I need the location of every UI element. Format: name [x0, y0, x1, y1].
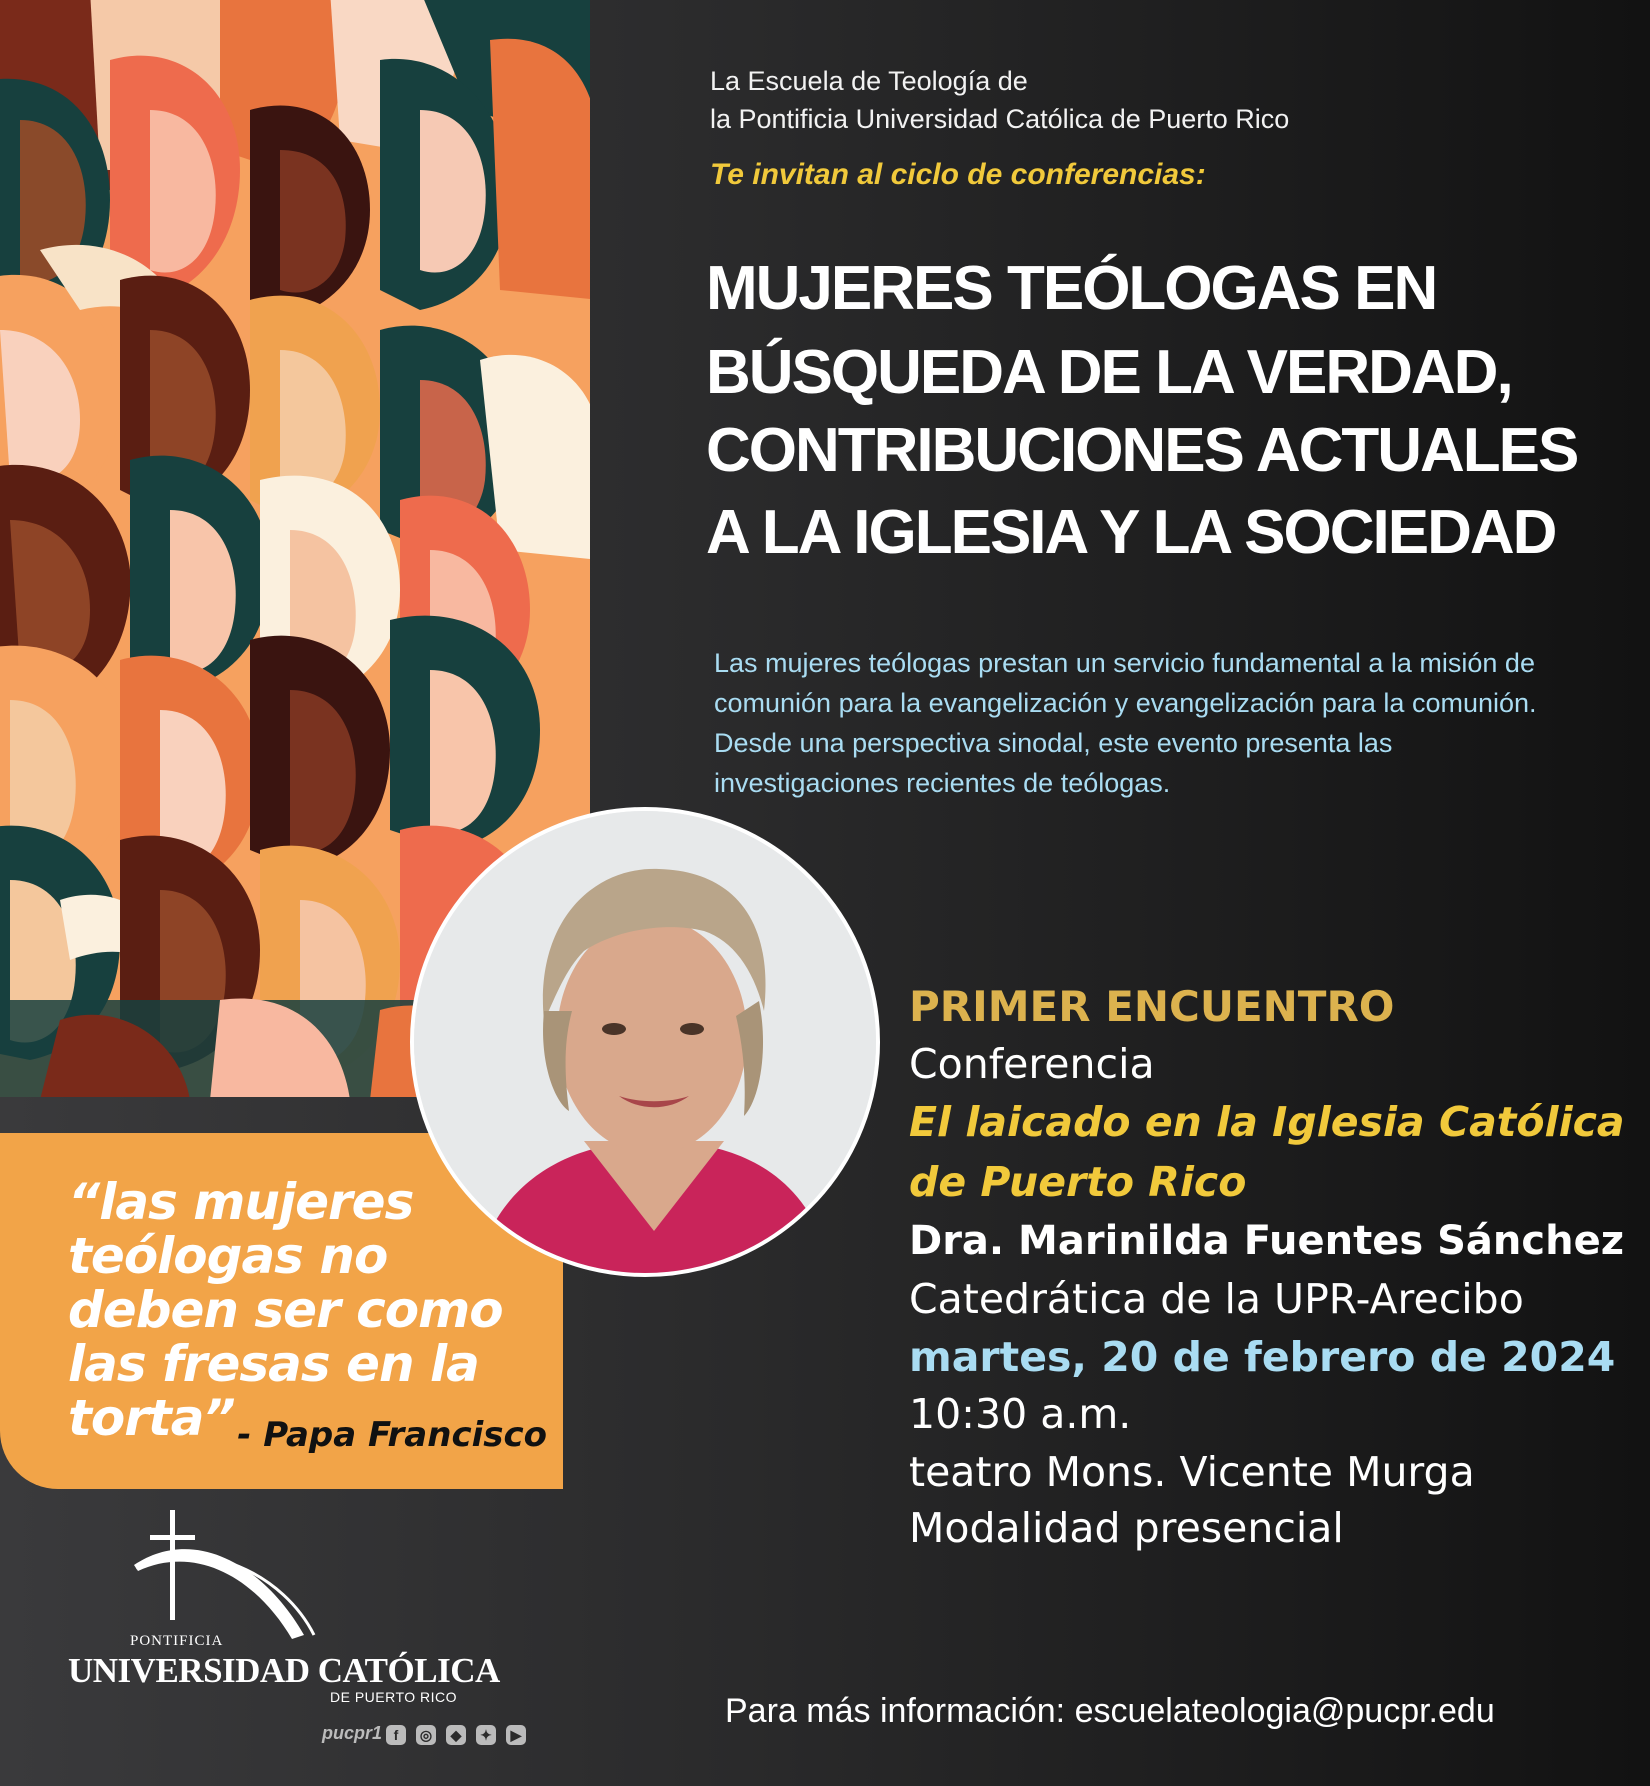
event-modality: Modalidad presencial	[909, 1504, 1344, 1552]
event-description: Las mujeres teólogas prestan un servicio fundamental a la misión de comunión para la evangelización y evangelización para la comunión. Desde una perspectiva sinodal, este evento presenta las investigaciones recientes de teólogas.	[714, 648, 1537, 798]
logo-pontificia: PONTIFICIA	[130, 1633, 224, 1649]
speaker-role: Catedrática de la UPR-Arecibo	[909, 1275, 1524, 1323]
org-line-2: la Pontificia Universidad Católica de Puerto Rico	[710, 104, 1290, 134]
title-line-4: A LA IGLESIA Y LA SOCIEDAD	[706, 498, 1556, 567]
event-type: Conferencia	[909, 1040, 1155, 1088]
facebook-icon[interactable]: f	[386, 1725, 406, 1745]
speaker-name: Dra. Marinilda Fuentes Sánchez	[909, 1218, 1624, 1264]
cross-arc-emblem	[64, 1505, 484, 1645]
university-logo	[64, 1505, 500, 1705]
event-venue: teatro Mons. Vicente Murga	[909, 1448, 1475, 1496]
conference-title-line-1: El laicado en la Iglesia Católica	[909, 1098, 1625, 1146]
title-line-2: BÚSQUEDA DE LA VERDAD,	[706, 338, 1512, 407]
social-handle: pucpr1	[322, 1723, 383, 1743]
event-date: martes, 20 de febrero de 2024	[909, 1333, 1616, 1381]
event-time: 10:30 a.m.	[909, 1390, 1132, 1438]
org-line-1: La Escuela de Teología de	[710, 66, 1028, 96]
quote-text: “las mujeres teólogas no deben ser como las fresas en la torta”	[68, 1173, 503, 1447]
quote-author: - Papa Francisco	[237, 1415, 547, 1455]
snapchat-icon[interactable]: ◆	[446, 1725, 466, 1745]
speaker-photo	[410, 807, 880, 1277]
event-heading: PRIMER ENCUENTRO	[909, 982, 1395, 1031]
twitter-icon[interactable]: ✦	[476, 1725, 496, 1745]
invitation-line: Te invitan al ciclo de conferencias:	[710, 158, 1206, 191]
title-line-1: MUJERES TEÓLOGAS EN	[706, 254, 1437, 323]
title-line-3: CONTRIBUCIONES ACTUALES	[706, 416, 1578, 485]
logo-puerto-rico: DE PUERTO RICO	[330, 1689, 458, 1705]
instagram-icon[interactable]: ◎	[416, 1725, 436, 1745]
speaker-portrait-image	[414, 811, 880, 1277]
logo-university-name: UNIVERSIDAD CATÓLICA	[68, 1651, 500, 1690]
contact-info: Para más información: escuelateologia@pucpr.edu	[725, 1692, 1495, 1730]
youtube-icon[interactable]: ▶	[506, 1725, 526, 1745]
conference-title-line-2: de Puerto Rico	[909, 1158, 1247, 1206]
